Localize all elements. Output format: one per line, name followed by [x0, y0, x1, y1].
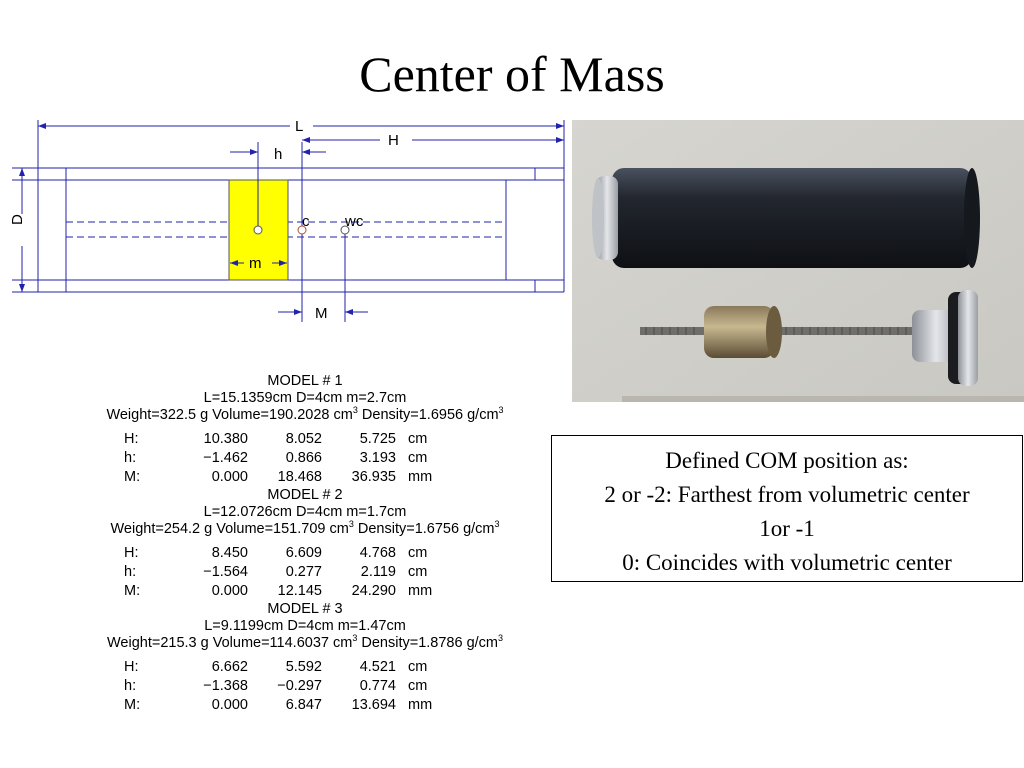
table-row: h: −1.564 0.277 2.119 cm	[124, 564, 428, 580]
model-weight-volume-density: Weight=254.2 g Volume=151.709 $cm^3$ Density=1.6756 $g/cm^3$	[110, 519, 500, 537]
model-heading: MODEL # 1	[267, 373, 343, 389]
label-D: D	[9, 214, 26, 225]
model-weight-volume-density: Weight=215.3 g Volume=114.6037 $cm^3$ Density=1.8786 $g/cm^3$	[106, 633, 504, 651]
model-heading: MODEL # 2	[267, 487, 343, 503]
definition-line: 2 or -2: Farthest from volumetric center	[604, 482, 970, 507]
model-heading: MODEL # 3	[267, 601, 343, 617]
label-M: M	[315, 305, 328, 322]
definition-line: Defined COM position as:	[665, 448, 909, 473]
model-photo	[572, 120, 1024, 402]
definition-line: 1or -1	[759, 516, 815, 541]
model-weight-volume-density: Weight=322.5 g Volume=190.2028 $cm^3$ Density=1.6956 $g/cm^3$	[106, 405, 504, 423]
com-definition-box	[551, 435, 1023, 582]
table-row: M: 0.000 18.468 36.935 mm	[124, 469, 433, 485]
table-row: H: 8.450 6.609 4.768 cm	[124, 545, 428, 561]
model-3	[60, 601, 550, 715]
definition-line: 0: Coincides with volumetric center	[622, 550, 952, 575]
model-tables	[60, 373, 550, 715]
table-row: h: −1.368 −0.297 0.774 cm	[124, 678, 428, 694]
label-m: m	[249, 255, 262, 272]
label-wc: wc	[345, 213, 364, 230]
model-dimensions: L=9.1199cm D=4cm m=1.47cm	[204, 618, 406, 634]
model-1	[60, 373, 550, 487]
table-row: h: −1.462 0.866 3.193 cm	[124, 450, 428, 466]
table-row: M: 0.000 12.145 24.290 mm	[124, 583, 433, 599]
label-L: L	[295, 118, 304, 135]
model-density: Density=1.8786 g/cm	[357, 635, 498, 651]
model-2	[60, 487, 550, 601]
model-density: Density=1.6956 g/cm	[357, 407, 499, 423]
label-h: h	[274, 146, 283, 163]
table-row: H: 10.380 8.052 5.725 cm	[124, 431, 428, 447]
table-row: H: 6.662 5.592 4.521 cm	[124, 659, 428, 675]
model-weight-volume: Weight=254.2 g Volume=151.709 cm	[110, 521, 349, 537]
label-H: H	[388, 132, 399, 149]
model-weight-volume: Weight=322.5 g Volume=190.2028 cm	[106, 407, 353, 423]
label-c: c	[302, 213, 310, 230]
model-weight-volume: Weight=215.3 g Volume=114.6037 cm	[106, 635, 353, 651]
model-density: Density=1.6756 g/cm	[353, 521, 495, 537]
slide-title: Center of Mass	[359, 46, 665, 102]
model-dimensions: L=12.0726cm D=4cm m=1.7cm	[203, 504, 407, 520]
model-dimensions: L=15.1359cm D=4cm m=2.7cm	[203, 390, 407, 406]
table-row: M: 0.000 6.847 13.694 mm	[124, 697, 433, 713]
cylinder-diagram	[8, 112, 570, 327]
